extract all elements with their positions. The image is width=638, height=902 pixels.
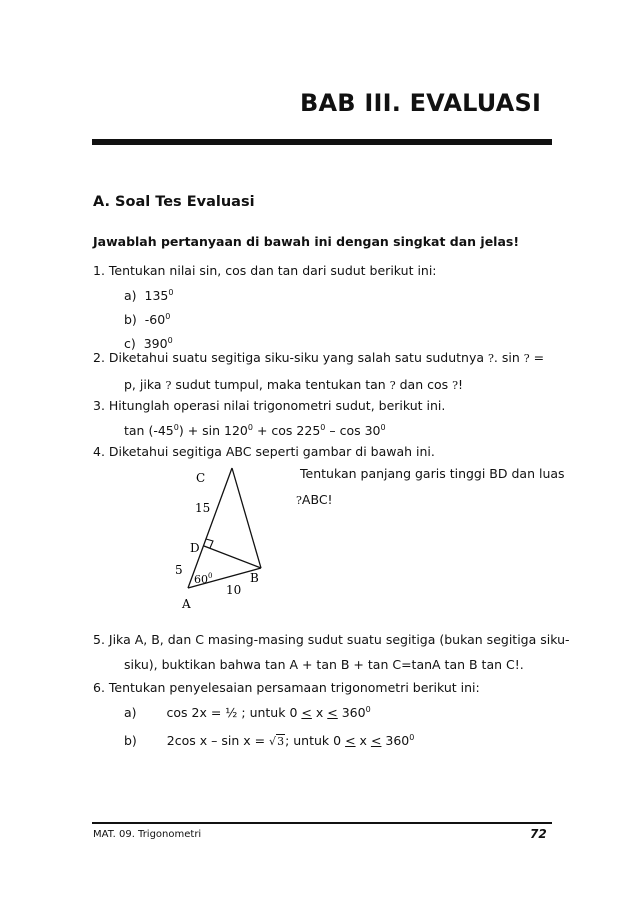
option-label: b) — [124, 312, 137, 328]
question-3-expression — [124, 423, 386, 438]
expr-part: tan (-45 — [124, 423, 174, 439]
question-2-line1 — [93, 350, 544, 365]
option-label: b) — [124, 733, 137, 749]
task-text: ABC! — [301, 492, 333, 507]
degree-sup: 0 — [409, 733, 415, 742]
relation-symbol: < — [301, 705, 312, 721]
question-2-text: 2. Diketahui suatu segitiga siku-siku yang salah satu sudutnya — [93, 350, 485, 365]
triangle-diagram — [160, 460, 290, 620]
section-title: A. Soal Tes Evaluasi — [93, 194, 255, 210]
equation-text: 360 — [385, 733, 410, 749]
question-4-task-line1: Tentukan panjang garis tinggi BD dan luas — [300, 466, 565, 481]
angle-value: 390 — [143, 336, 168, 352]
degree-sup: 0 — [167, 336, 173, 345]
length-label-cd: 15 — [195, 501, 211, 515]
degree-sup: 0 — [173, 423, 179, 432]
footer-rule — [92, 822, 552, 824]
vertex-label-d: D — [190, 541, 200, 555]
question-2-text: . sin — [493, 350, 520, 365]
unknown-symbol: ? — [452, 379, 459, 392]
question-2-text: sudut tumpul, maka tentukan tan — [175, 377, 386, 392]
degree-sup: 0 — [380, 423, 386, 432]
question-5-line2: siku), buktikan bahwa tan A + tan B + tan C=tanA tan B tan C!. — [124, 657, 524, 672]
equation-text: 360 — [341, 705, 366, 721]
expr-part: ) + sin 120 — [178, 423, 248, 439]
question-2-text: p, jika — [124, 377, 162, 392]
unknown-symbol: ? — [523, 352, 530, 365]
expr-part: – cos 30 — [325, 423, 381, 439]
triangle-symbol: ? — [296, 494, 302, 507]
angle-value: 135 — [144, 288, 169, 304]
equation-text: x — [315, 705, 324, 721]
equation-text: x — [359, 733, 367, 749]
page-number: 72 — [530, 827, 547, 841]
length-label-ad: 5 — [175, 563, 183, 577]
question-1c — [124, 336, 173, 351]
question-6a — [124, 705, 371, 720]
degree-sup: 0 — [247, 423, 253, 432]
option-label: a) — [124, 705, 137, 721]
degree-sup: 0 — [365, 705, 371, 714]
length-label-ab: 10 — [226, 583, 242, 597]
vertex-label-a: A — [182, 597, 191, 611]
relation-symbol: < — [345, 733, 356, 749]
equation-text: 2cos x – sin x = — [166, 733, 266, 749]
unknown-symbol: ? — [165, 379, 172, 392]
question-6b — [124, 733, 414, 748]
expr-part: + cos 225 — [252, 423, 321, 439]
sqrt-radicand: 3 — [277, 735, 285, 749]
question-2-text: dan cos — [399, 377, 449, 392]
relation-symbol: < — [327, 705, 338, 721]
question-1a — [124, 288, 173, 303]
degree-sup: 0 — [320, 423, 326, 432]
vertex-label-b: B — [250, 571, 259, 585]
relation-symbol: < — [370, 733, 382, 749]
instruction-text: Jawablah pertanyaan di bawah ini dengan singkat dan jelas! — [93, 234, 520, 249]
question-3: 3. Hitunglah operasi nilai trigonometri sudut, berikut ini. — [93, 398, 446, 413]
question-6: 6. Tentukan penyelesaian persamaan trigonometri berikut ini: — [93, 680, 480, 695]
equation-text: cos 2x = ½ ; untuk 0 — [166, 705, 298, 721]
option-label: a) — [124, 288, 137, 304]
question-4: 4. Diketahui segitiga ABC seperti gambar di bawah ini. — [93, 444, 435, 459]
sqrt-symbol: √3 — [269, 735, 285, 749]
equation-text: ; untuk 0 — [285, 733, 342, 749]
question-5-line1: 5. Jika A, B, dan C masing-masing sudut suatu segitiga (bukan segitiga siku- — [93, 632, 570, 647]
option-label: c) — [124, 336, 136, 352]
footer-module-name: MAT. 09. Trigonometri — [93, 829, 202, 840]
question-1: 1. Tentukan nilai sin, cos dan tan dari sudut berikut ini: — [93, 263, 437, 278]
chapter-title: BAB III. EVALUASI — [300, 89, 542, 117]
question-4-task-line2 — [296, 492, 333, 507]
degree-sup: 0 — [168, 288, 174, 297]
angle-value: -60 — [144, 312, 166, 328]
question-2-text: = — [533, 350, 545, 365]
question-1b — [124, 312, 170, 327]
unknown-symbol: ? — [488, 352, 494, 365]
title-rule — [92, 139, 552, 145]
degree-sup: 0 — [165, 312, 171, 321]
unknown-symbol: ? — [389, 379, 396, 392]
question-2-line2 — [124, 377, 463, 392]
angle-label-a: $60^0$ — [194, 572, 213, 586]
vertex-label-c: C — [196, 471, 206, 485]
question-2-text: ! — [458, 377, 464, 392]
